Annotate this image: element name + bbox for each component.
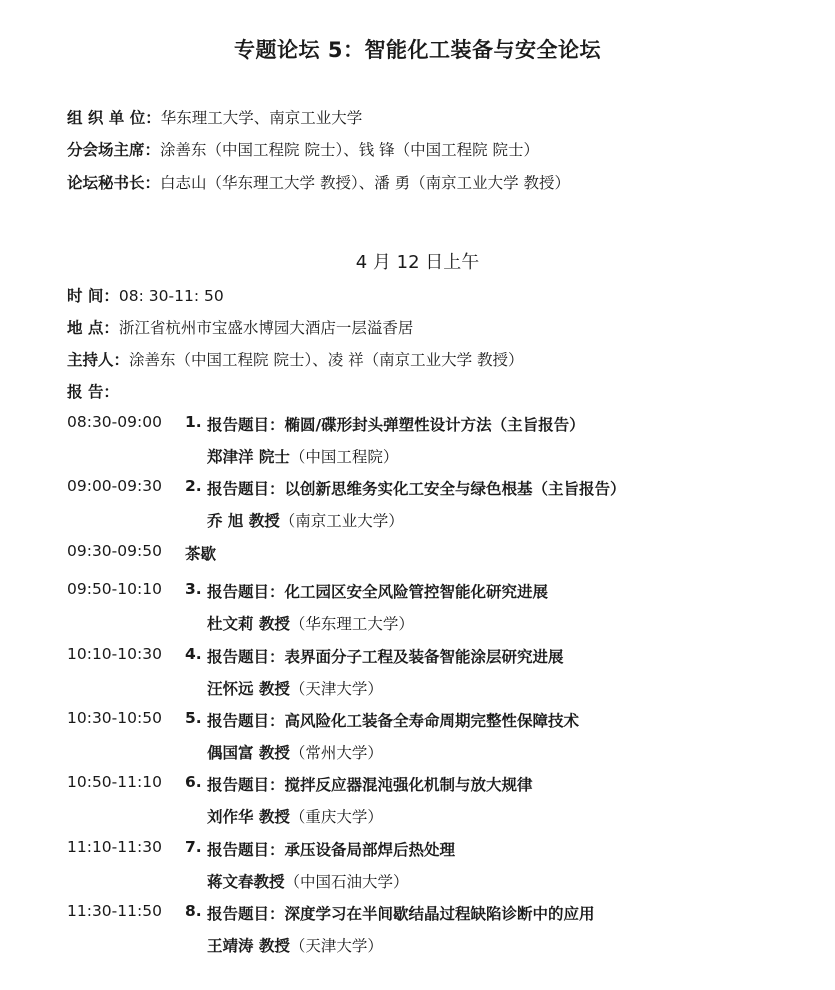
talk-topic: 报告题目：搅拌反应器混沌强化机制与放大规律 bbox=[207, 776, 533, 794]
talk-number: 8. bbox=[185, 902, 202, 920]
speaker-name: 汪怀远 教授 bbox=[207, 680, 290, 698]
organizer-value: 华东理工大学、南京工业大学 bbox=[160, 109, 363, 127]
speaker-name: 乔 旭 教授 bbox=[207, 512, 280, 530]
talk-speaker bbox=[207, 677, 383, 699]
talk-speaker bbox=[207, 445, 398, 467]
location-value: 浙江省杭州市宝盛水博园大酒店一层溢香居 bbox=[118, 319, 414, 337]
talk-speaker bbox=[207, 934, 383, 956]
speaker-affiliation: （南京工业大学） bbox=[279, 512, 404, 530]
talk-number: 6. bbox=[185, 773, 202, 791]
speaker-name: 刘作华 教授 bbox=[207, 808, 290, 826]
time-label: 时 间： bbox=[67, 287, 119, 305]
host-value: 涂善东（中国工程院 院士）、凌 祥（南京工业大学 教授） bbox=[129, 351, 524, 369]
talk-topic: 报告题目：表界面分子工程及装备智能涂层研究进展 bbox=[207, 648, 564, 666]
secretary-line bbox=[67, 171, 570, 193]
speaker-name: 郑津洋 院士 bbox=[207, 448, 290, 466]
talk-number: 2. bbox=[185, 477, 202, 495]
page-title: 专题论坛 5：智能化工装备与安全论坛 bbox=[234, 38, 601, 62]
speaker-affiliation: （常州大学） bbox=[289, 744, 383, 762]
talk-speaker bbox=[207, 870, 409, 892]
report-heading bbox=[67, 380, 119, 402]
organizer-line bbox=[67, 106, 362, 128]
time-line bbox=[67, 284, 224, 306]
tea-break-label: 茶歇 bbox=[185, 545, 217, 563]
talk-time: 09:50-10:10 bbox=[67, 580, 162, 598]
secretary-value: 白志山（华东理工大学 教授）、潘 勇（南京工业大学 教授） bbox=[160, 174, 571, 192]
tea-break-time: 09:30-09:50 bbox=[67, 542, 162, 560]
talk-topic: 报告题目：深度学习在半间歇结晶过程缺陷诊断中的应用 bbox=[207, 905, 595, 923]
location-line bbox=[67, 316, 413, 338]
speaker-affiliation: （中国工程院） bbox=[289, 448, 399, 466]
speaker-affiliation: （天津大学） bbox=[289, 680, 383, 698]
speaker-affiliation: （天津大学） bbox=[289, 937, 383, 955]
session-date: 4 月 12 日上午 bbox=[355, 252, 480, 273]
talk-speaker bbox=[207, 805, 383, 827]
talk-number: 3. bbox=[185, 580, 202, 598]
talk-number: 5. bbox=[185, 709, 202, 727]
host-label: 主持人： bbox=[67, 351, 130, 369]
talk-speaker bbox=[207, 612, 414, 634]
speaker-affiliation: （重庆大学） bbox=[289, 808, 383, 826]
talk-number: 4. bbox=[185, 645, 202, 663]
talk-topic: 报告题目：高风险化工装备全寿命周期完整性保障技术 bbox=[207, 712, 580, 730]
location-label: 地 点： bbox=[67, 319, 119, 337]
speaker-name: 杜文莉 教授 bbox=[207, 615, 290, 633]
talk-time: 09:00-09:30 bbox=[67, 477, 162, 495]
secretary-label: 论坛秘书长： bbox=[67, 174, 161, 192]
organizer-label: 组 织 单 位： bbox=[67, 109, 161, 127]
talk-time: 10:50-11:10 bbox=[67, 773, 162, 791]
speaker-affiliation: （中国石油大学） bbox=[284, 873, 409, 891]
chair-label: 分会场主席： bbox=[67, 141, 161, 159]
talk-speaker bbox=[207, 741, 383, 763]
speaker-affiliation: （华东理工大学） bbox=[289, 615, 414, 633]
host-line bbox=[67, 348, 524, 370]
talk-time: 10:10-10:30 bbox=[67, 645, 162, 663]
talk-time: 10:30-10:50 bbox=[67, 709, 162, 727]
speaker-name: 王靖涛 教授 bbox=[207, 937, 290, 955]
report-label: 报 告： bbox=[67, 383, 119, 401]
time-value: 08: 30-11: 50 bbox=[118, 287, 224, 305]
talk-topic: 报告题目：椭圆/碟形封头弹塑性设计方法（主旨报告） bbox=[207, 416, 585, 434]
talk-topic: 报告题目：化工园区安全风险管控智能化研究进展 bbox=[207, 583, 549, 601]
speaker-name: 蒋文春教授 bbox=[207, 873, 285, 891]
chair-value: 涂善东（中国工程院 院士）、钱 锋（中国工程院 院士） bbox=[160, 141, 540, 159]
talk-speaker bbox=[207, 509, 404, 531]
talk-time: 11:10-11:30 bbox=[67, 838, 162, 856]
talk-time: 08:30-09:00 bbox=[67, 413, 162, 431]
talk-number: 1. bbox=[185, 413, 202, 431]
talk-topic: 报告题目：以创新思维务实化工安全与绿色根基（主旨报告） bbox=[207, 480, 626, 498]
chair-line bbox=[67, 138, 539, 160]
talk-number: 7. bbox=[185, 838, 202, 856]
talk-topic: 报告题目：承压设备局部焊后热处理 bbox=[207, 841, 456, 859]
speaker-name: 偶国富 教授 bbox=[207, 744, 290, 762]
talk-time: 11:30-11:50 bbox=[67, 902, 162, 920]
